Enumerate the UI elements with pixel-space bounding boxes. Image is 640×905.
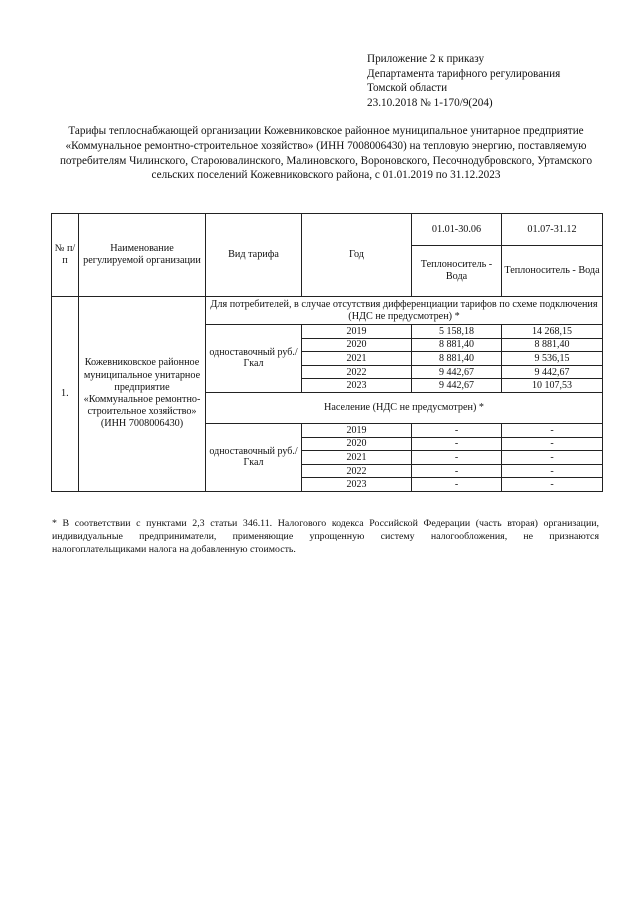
value-cell: 8 881,40	[412, 352, 502, 366]
header-line: Приложение 2 к приказу	[367, 53, 485, 65]
header-line: 23.10.2018 № 1-170/9(204)	[367, 96, 493, 109]
value-cell: 14 268,15	[502, 325, 603, 339]
tax-footnote: * В соответствии с пунктами 2,3 статьи 346.11. Налогового кодекса Российской Федерации (часть вторая) организации, индивидуальные предприниматели, применяющие упрощенную систему налогообложения, не признаются налогоплательщиками налога на добавленную стоимость.	[52, 518, 599, 556]
value-cell: 9 536,15	[502, 352, 603, 366]
group2-caption: Население (НДС не предусмотрен) *	[206, 392, 603, 423]
year-cell: 2021	[302, 451, 412, 465]
organization-name: Кожевниковское районное муниципальное унитарное предприятие «Коммунальное ремонтно-строительное хозяйство» (ИНН 7008006430)	[79, 297, 206, 492]
value-cell: 8 881,40	[502, 338, 603, 352]
table-header-row	[52, 214, 603, 246]
group-caption-row	[52, 297, 603, 325]
year-cell: 2019	[302, 325, 412, 339]
row-number: 1.	[52, 297, 79, 492]
year-cell: 2020	[302, 437, 412, 451]
value-cell: 10 107,53	[502, 379, 603, 393]
year-cell: 2021	[302, 352, 412, 366]
header-year: Год	[302, 214, 412, 297]
header-line: Департамента тарифного регулирования	[367, 67, 561, 80]
header-num: № п/п	[52, 214, 79, 297]
tariff-table	[51, 213, 603, 492]
value-cell: 9 442,67	[412, 379, 502, 393]
value-cell: 9 442,67	[412, 365, 502, 379]
value-cell: -	[412, 464, 502, 478]
group2-tariff-type: одноставочный руб./Гкал	[206, 423, 302, 491]
value-cell: -	[412, 423, 502, 437]
header-carrier-1: Теплоноситель - Вода	[412, 246, 502, 297]
year-cell: 2019	[302, 423, 412, 437]
header-line: Томской области	[367, 82, 448, 95]
header-org: Наименование регулируемой организации	[79, 214, 206, 297]
group1-caption: Для потребителей, в случае отсутствия дифференциации тарифов по схеме подключения (НДС не предусмотрен) *	[206, 297, 603, 325]
value-cell: -	[502, 423, 603, 437]
value-cell: 9 442,67	[502, 365, 603, 379]
year-cell: 2020	[302, 338, 412, 352]
value-cell: -	[412, 451, 502, 465]
year-cell: 2023	[302, 478, 412, 492]
value-cell: -	[412, 437, 502, 451]
order-appendix-header	[367, 52, 627, 110]
header-carrier-2: Теплоноситель - Вода	[502, 246, 603, 297]
header-period-1: 01.01-30.06	[412, 214, 502, 246]
group1-tariff-type: одноставочный руб./Гкал	[206, 325, 302, 393]
header-period-2: 01.07-31.12	[502, 214, 603, 246]
header-tariff-type: Вид тарифа	[206, 214, 302, 297]
value-cell: -	[502, 451, 603, 465]
value-cell: -	[502, 478, 603, 492]
year-cell: 2023	[302, 379, 412, 393]
document-title: Тарифы теплоснабжающей организации Кожевниковское районное муниципальное унитарное предприятие «Коммунальное ремонтно-строительное хозяйство» (ИНН 7008006430) на тепловую энергию, поставляемую потребителям Чилинского, Староювалинского, Малиновского, Вороновского, Песочнодубровского, Уртамского сельских поселений Кожевниковского района, с 01.01.2019 по 31.12.2023	[59, 125, 593, 182]
year-cell: 2022	[302, 365, 412, 379]
value-cell: 5 158,18	[412, 325, 502, 339]
year-cell: 2022	[302, 464, 412, 478]
value-cell: 8 881,40	[412, 338, 502, 352]
value-cell: -	[412, 478, 502, 492]
value-cell: -	[502, 437, 603, 451]
value-cell: -	[502, 464, 603, 478]
